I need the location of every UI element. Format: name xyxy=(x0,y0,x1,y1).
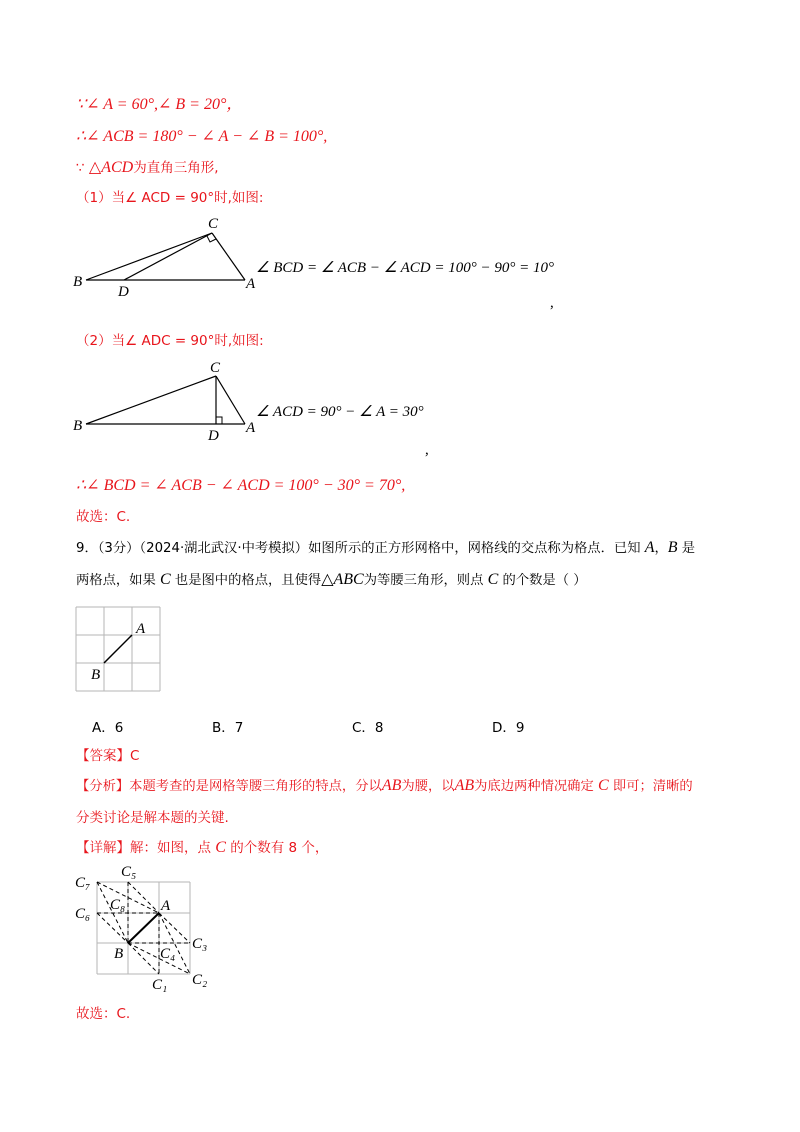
case-1-heading: （1）当∠ ACD = 90°时,如图: xyxy=(76,190,264,206)
because-symbol: ∵ xyxy=(76,160,89,176)
segment-dc xyxy=(124,233,212,280)
analysis-text-4: 即可；清晰的 xyxy=(608,779,693,794)
q9-triangle-abc: △ABC xyxy=(321,571,364,588)
option-b: B．7 xyxy=(212,720,244,736)
conclusion-bcd: ∴∠ BCD = ∠ ACB − ∠ ACD = 100° − 30° = 70°, xyxy=(76,477,406,494)
label-c: C xyxy=(208,216,219,232)
label-d: D xyxy=(118,284,129,298)
right-angle-mark xyxy=(216,417,222,424)
grid-label-b: B xyxy=(91,667,101,683)
q9-text-1: 9．（3分）（2024·湖北武汉·中考模拟）如图所示的正方形网格中，网格线的交点称为格点．已知 xyxy=(76,541,645,556)
label-a: A xyxy=(246,276,256,292)
question-9-line-1 xyxy=(76,538,695,559)
segment-ca xyxy=(212,233,245,280)
label-c: C xyxy=(210,360,221,376)
label-b: B xyxy=(114,946,124,962)
label-c7: C₇ xyxy=(75,875,91,891)
option-d: D．9 xyxy=(492,720,525,736)
figure-case-1 xyxy=(70,214,260,298)
label-d: D xyxy=(208,428,219,442)
given-angles: ∵∠ A = 60°,∠ B = 20°， xyxy=(76,96,243,113)
grid-label-a: A xyxy=(136,621,146,637)
comma-1: , xyxy=(550,295,554,311)
q9-text-6: 为等腰三角形，则点 xyxy=(363,573,488,588)
q9-text-3: 是 xyxy=(677,541,696,556)
q9-point-c: C xyxy=(160,571,171,588)
q9-point-b: B xyxy=(667,539,678,556)
angle-acb: ∴∠ ACB = 180° − ∠ A − ∠ B = 100°, xyxy=(76,128,328,145)
choose-c-2: 故选：C. xyxy=(76,1006,131,1022)
q9-point-a: A xyxy=(644,539,655,556)
label-b: B xyxy=(73,274,83,290)
label-c2: C₂ xyxy=(192,972,208,988)
detail-line xyxy=(76,838,328,858)
label-a: A xyxy=(161,898,171,914)
label-c6: C₆ xyxy=(75,906,91,922)
right-triangle-text: 为直角三角形, xyxy=(133,160,219,176)
label-c5: C₅ xyxy=(121,864,137,880)
detail-text-1: 【详解】解：如图，点 xyxy=(76,840,216,856)
q9-text-2: ， xyxy=(654,541,668,556)
equation-bcd-1: ∠ BCD = ∠ ACB − ∠ ACD = 100° − 90° = 10° xyxy=(256,260,554,276)
grid-figure xyxy=(74,605,166,695)
analysis-text-2: 为腰，以 xyxy=(401,779,455,794)
choose-c-1: 故选：C. xyxy=(76,509,131,525)
analysis-line-1 xyxy=(76,776,693,797)
analysis-text-3: 为底边两种情况确定 xyxy=(474,779,599,794)
detail-c: C xyxy=(215,839,226,856)
q9-text-7: 的个数是（ ） xyxy=(498,573,587,588)
analysis-text-1: 【分析】本题考查的是网格等腰三角形的特点，分以 xyxy=(76,779,382,794)
equation-acd-2: ∠ ACD = 90° − ∠ A = 30° xyxy=(256,404,424,420)
question-9-line-2 xyxy=(76,570,587,591)
figure-case-2 xyxy=(70,358,260,442)
analysis-ab-1: AB xyxy=(381,777,402,794)
option-a: A．6 xyxy=(92,720,124,736)
q9-point-c-2: C xyxy=(487,571,499,588)
segment-ab xyxy=(128,913,159,943)
option-c: C．8 xyxy=(352,720,384,736)
segment-bc xyxy=(86,376,216,424)
label-c3: C₃ xyxy=(192,936,208,952)
case-2-heading: （2）当∠ ADC = 90°时,如图: xyxy=(76,333,264,349)
solution-figure xyxy=(70,862,220,996)
label-c1: C₁ xyxy=(152,977,168,993)
analysis-c: C xyxy=(598,777,609,794)
segment-ab xyxy=(104,635,132,663)
label-b: B xyxy=(73,418,83,434)
label-c8: C₈ xyxy=(110,897,126,913)
segment-bc xyxy=(86,233,212,280)
label-c4: C₄ xyxy=(160,946,176,962)
analysis-line-2: 分类讨论是解本题的关键. xyxy=(76,810,229,826)
detail-text-2: 的个数有 8 个， xyxy=(225,840,329,856)
analysis-ab-2: AB xyxy=(454,777,475,794)
label-a: A xyxy=(246,420,256,436)
right-triangle-statement xyxy=(76,158,219,178)
answer-line: 【答案】C xyxy=(76,748,140,764)
triangle-acd: △ACD xyxy=(88,159,134,176)
comma-2: , xyxy=(425,442,429,458)
q9-text-4: 两格点，如果 xyxy=(76,573,161,588)
q9-text-5: 也是图中的格点，且使得 xyxy=(170,573,322,588)
